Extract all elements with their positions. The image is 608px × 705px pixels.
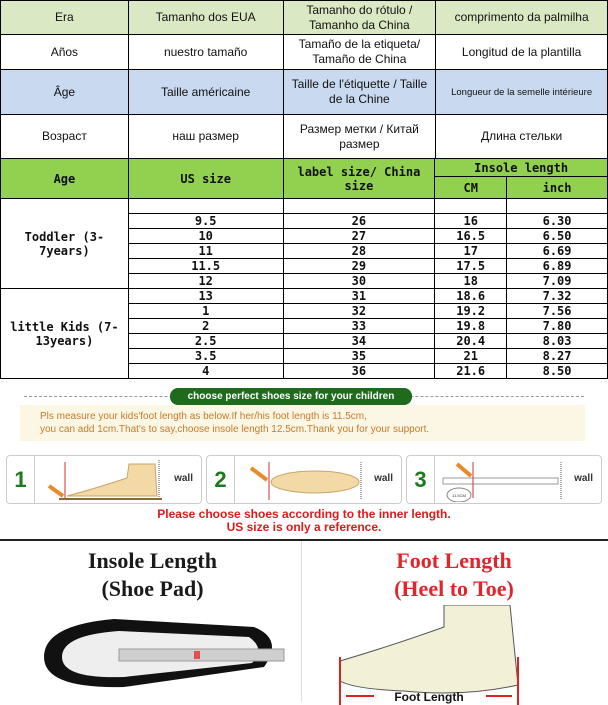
cell: 33 (283, 319, 435, 334)
header-label-size: label size/ China size (283, 159, 435, 199)
foot-side-icon (37, 458, 167, 502)
header-insole-length: Insole length (435, 159, 608, 177)
cell: Tamaño de la etiqueta/ Tamaño de China (283, 35, 436, 70)
cell: 7.80 (507, 319, 608, 334)
insole-title (4, 547, 301, 603)
cell: 3.5 (128, 349, 283, 364)
cell: 29 (283, 259, 435, 274)
cell: 13 (128, 289, 283, 304)
shoe-insole-icon (4, 605, 302, 701)
foot-top-icon (237, 458, 367, 502)
cell: 17 (435, 244, 507, 259)
measure-steps (0, 455, 608, 507)
cell: Años (1, 35, 129, 70)
cell: 19.8 (435, 319, 507, 334)
cell: 21 (435, 349, 507, 364)
cell: 30 (283, 274, 435, 289)
step-number: 3 (407, 456, 435, 503)
cell: 35 (283, 349, 435, 364)
cell: 27 (283, 229, 435, 244)
header-inch: inch (507, 177, 608, 199)
cell: Longitud de la plantilla (436, 35, 608, 70)
wall-label: wall (374, 473, 393, 484)
measurement-illustrations (0, 539, 608, 704)
cell: 31 (283, 289, 435, 304)
age-group-little-kids: little Kids (7-13years) (1, 289, 129, 379)
cell (128, 199, 283, 214)
cell: 2 (128, 319, 283, 334)
cell: 7.32 (507, 289, 608, 304)
cell: 21.6 (435, 364, 507, 379)
cell: 6.69 (507, 244, 608, 259)
step-number: 2 (207, 456, 235, 503)
cell: 7.09 (507, 274, 608, 289)
note-line: you can add 1cm.That's to say,choose insole length 12.5cm.Thank you for your support. (40, 424, 430, 435)
step-2 (206, 455, 402, 504)
cell: 1 (128, 304, 283, 319)
cell: Taille de l'étiquette / Taille de la Chine (283, 70, 436, 115)
cell: 32 (283, 304, 435, 319)
cell: 11 (128, 244, 283, 259)
warning-text (0, 508, 608, 534)
step-3 (406, 455, 602, 504)
cell: 6.30 (507, 214, 608, 229)
banner-title: choose perfect shoes size for your children (170, 388, 412, 405)
title-line: Foot Length (396, 548, 512, 573)
cell: Âge (1, 70, 129, 115)
cell: 18 (435, 274, 507, 289)
step-number: 1 (7, 456, 35, 503)
cell: 9.5 (128, 214, 283, 229)
cell: наш размер (128, 115, 283, 159)
cell: 6.50 (507, 229, 608, 244)
svg-text:Foot Length: Foot Length (394, 690, 464, 704)
insole-length-panel (4, 541, 302, 702)
cell: Tamanho dos EUA (128, 1, 283, 35)
cell: Длина стельки (436, 115, 608, 159)
header-us-size: US size (128, 159, 283, 199)
warning-line: US size is only a reference. (226, 520, 382, 534)
translation-row-russian (1, 115, 608, 159)
size-table (0, 158, 608, 379)
foot-side-illustration (304, 605, 604, 705)
wall-label: wall (574, 473, 593, 484)
svg-text:11.5CM: 11.5CM (452, 493, 466, 498)
title-line: Insole Length (88, 548, 217, 573)
cell: 11.5 (128, 259, 283, 274)
cell: Возраст (1, 115, 129, 159)
cell: 8.03 (507, 334, 608, 349)
cell: 36 (283, 364, 435, 379)
cell: Era (1, 1, 129, 35)
cell: 7.56 (507, 304, 608, 319)
warning-line: Please choose shoes according to the inner length. (157, 507, 451, 521)
cell: Размер метки / Китай размер (283, 115, 436, 159)
cell: 10 (128, 229, 283, 244)
table-row (1, 199, 608, 214)
cell (435, 199, 507, 214)
cell: 20.4 (435, 334, 507, 349)
cell: 18.6 (435, 289, 507, 304)
wall-label: wall (174, 473, 193, 484)
cell: Longueur de la semelle intérieure (436, 70, 608, 115)
cell (507, 199, 608, 214)
cell: comprimento da palmilha (436, 1, 608, 35)
translation-table (0, 0, 608, 159)
cell: 19.2 (435, 304, 507, 319)
step-1 (6, 455, 202, 504)
foot-length-panel (304, 541, 604, 702)
cell: 8.50 (507, 364, 608, 379)
title-line: (Shoe Pad) (101, 576, 204, 601)
measure-banner (0, 387, 608, 445)
foot-title (304, 547, 604, 603)
size-header-row (1, 159, 608, 177)
header-age: Age (1, 159, 129, 199)
ruler-icon (437, 458, 567, 502)
cell: 34 (283, 334, 435, 349)
age-group-toddler: Toddler (3-7years) (1, 199, 129, 289)
cell: 28 (283, 244, 435, 259)
cell: Tamanho do rótulo / Tamanho da China (283, 1, 436, 35)
cell: 4 (128, 364, 283, 379)
table-row (1, 289, 608, 304)
title-line: (Heel to Toe) (394, 576, 514, 601)
translation-row-portuguese (1, 1, 608, 35)
cell: 17.5 (435, 259, 507, 274)
cell (283, 199, 435, 214)
cell: Taille américaine (128, 70, 283, 115)
cell: 16.5 (435, 229, 507, 244)
note-line: Pls measure your kids'foot length as below.If her/his foot length is 11.5cm, (40, 411, 367, 422)
cell: 12 (128, 274, 283, 289)
cell: 6.89 (507, 259, 608, 274)
cell: 2.5 (128, 334, 283, 349)
translation-row-spanish (1, 35, 608, 70)
cell: 16 (435, 214, 507, 229)
cell: nuestro tamaño (128, 35, 283, 70)
cell: 26 (283, 214, 435, 229)
header-cm: CM (435, 177, 507, 199)
cell: 8.27 (507, 349, 608, 364)
measure-note (20, 405, 585, 441)
translation-row-french (1, 70, 608, 115)
